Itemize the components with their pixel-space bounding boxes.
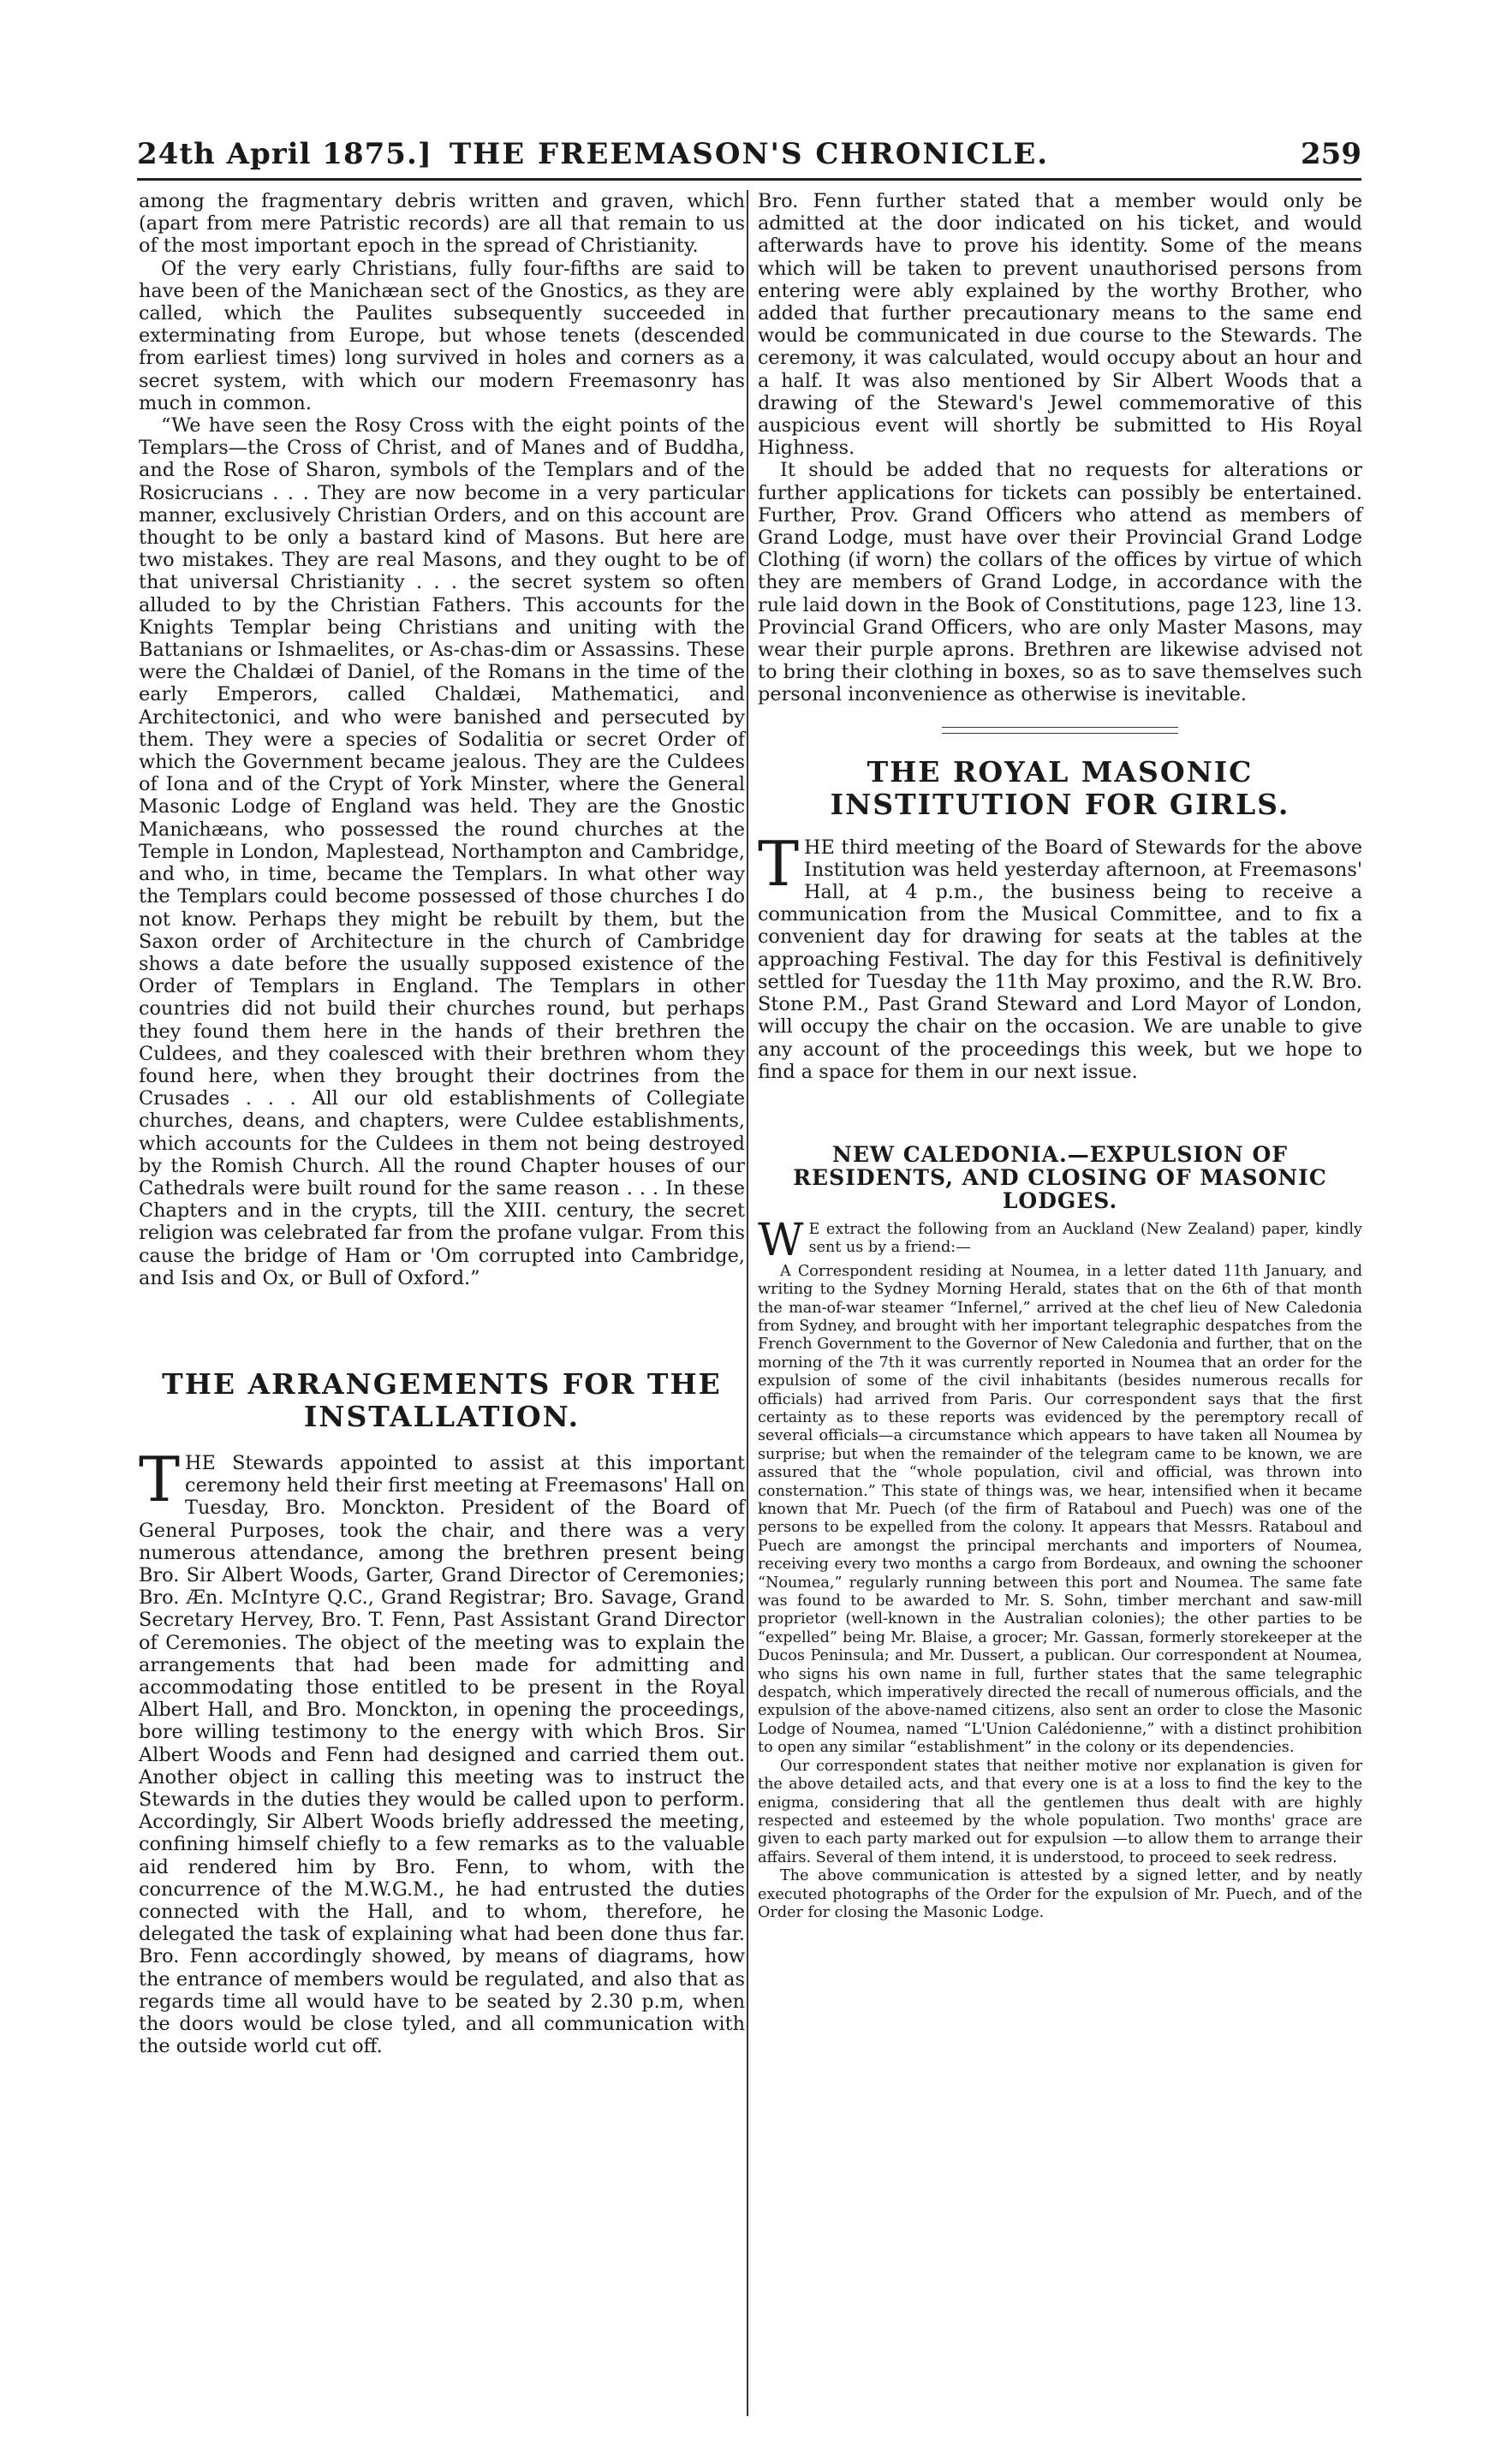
- article-paragraph: It should be added that no requests for alterations or further applications for tickets can possibly be entertained. Further, Prov. Grand Officers who attend as members of Grand Lodge, must have over their Provincial Grand Lodge Clothing (if worn) the collars of the offices by virtue of which they are members of Grand Lodge, in accordance with the rule laid down in the Book of Constitutions, page 123, line 13. Provincial Grand Officers, who are only Master Masons, may wear their purple aprons. Brethren are likewise advised not to bring their clothing in boxes, so as to save themselves such personal inconvenience as otherwise is inevitable.: [758, 459, 1362, 706]
- caledonia-intro: [758, 1214, 1362, 1266]
- girls-institution-text: HE third meeting of the Board of Stewards for the above Institution was held yesterday afternoon, at Freemasons' Hall, at 4 p.m., the business being to receive a communication from the Musical Committee, and to fix a convenient day for drawing for seats at the tables at the approaching Festival. The day for this Festival is definitively settled for Tuesday the 11th May proximo, and the R.W. Bro. Stone P.M., Past Grand Steward and Lord Mayor of London, will occupy the chair on the occasion. We are unable to give any account of the proceedings this week, but we hope to find a space for them in our next issue.: [758, 836, 1362, 1083]
- drop-cap: W: [758, 1214, 804, 1266]
- installation-paragraph: [139, 1443, 745, 2058]
- article-paragraph: among the fragmentary debris written and graven, which (apart from mere Patristic records) are all that remain to us of the most important epoch in the spread of Christianity.: [139, 190, 745, 258]
- caledonia-paragraph: Our correspondent states that neither motive nor explanation is given for the above detailed acts, and that every one is at a loss to find the key to the enigma, considering that all the gentlemen thus dealt with are highly respected and esteemed by the whole population. Two months' grace are given to each party marked out for expulsion —to allow them to arrange their affairs. Several of them intend, it is understood, to proceed to seek redress.: [758, 1757, 1362, 1866]
- section-heading-installation: THE ARRANGEMENTS FOR THE INSTALLATION.: [162, 1366, 722, 1433]
- page-number: 259: [1301, 137, 1361, 171]
- quoted-paragraph: “We have seen the Rosy Cross with the eight points of the Templars—the Cross of Christ, and of Manes and of Buddha, and the Rose of Sharon, symbols of the Templars and of the Rosicrucians . . . They are now become in a very particular manner, exclusively Christian Orders, and on this account are thought to be only a bastard kind of Masons. But here are two mistakes. They are real Masons, and they ought to be of that universal Christianity . . . the secret system so often alluded to by the Christian Fathers. This accounts for the Knights Templar being Christians and uniting with the Battanians or Ishmaelites, or As-chas-dim or Assassins. These were the Chaldæi of Daniel, of the Romans in the time of the early Emperors, called Chaldæi, Mathematici, and Architectonici, and who were banished and persecuted by them. They were a species of Sodalitia or secret Order of which the Government became jealous. They are the Culdees of Iona and of the Crypt of York Minster, where the General Masonic Lodge of England was held. They are the Gnostic Manichæans, who possessed the round churches at the Temple in London, Maplestead, Northampton and Cambridge, and who, in time, became the Templars. In what other way the Templars could become possessed of those churches I do not know. Perhaps they might be rebuilt by them, but the Saxon order of Architecture in the church of Cambridge shows a date before the usually supposed existence of the Order of Templars in England. The Templars in other countries did not build their churches round, but perhaps they found them here in the hands of their brethren the Culdees, and they coalesced with their brethren whom they found here, when they brought their doctrines from the Crusades . . . All our old establishments of Collegiate churches, deans, and chapters, were Culdee establishments, which accounts for the Culdees in them not being destroyed by the Romish Church. All the round Chapter houses of our Cathedrals were built round for the same reason . . . In these Chapters and in the crypts, till the XIII. century, the secret religion was celebrated far from the profane vulgar. From this cause the bridge of Ham or 'Om corrupted into Cambridge, and Isis and Ox, or Bull of Oxford.”: [139, 414, 745, 1289]
- header-rule: [137, 178, 1361, 181]
- publication-title: THE FREEMASON'S CHRONICLE.: [449, 137, 1050, 171]
- drop-cap: T: [758, 827, 800, 900]
- article-paragraph: Bro. Fenn further stated that a member would only be admitted at the door indicated on his ticket, and would afterwards have to prove his identity. Some of the means which will be taken to prevent unauthorised persons from entering were ably explained by the worthy Brother, who added that further precautionary means to the same end would be communicated in due course to the Stewards. The ceremony, it was calculated, would occupy about an hour and a half. It was also mentioned by Sir Albert Woods that a drawing of the Steward's Jewel commemorative of this auspicious event will shortly be submitted to His Royal Highness.: [758, 190, 1362, 460]
- installation-text: HE Stewards appointed to assist at this important ceremony held their first meeting at Freemasons' Hall on Tuesday, Bro. Monckton. President of the Board of General Purposes, took the chair, and there was a very numerous attendance, among the brethren present being Bro. Sir Albert Woods, Garter, Grand Director of Ceremonies; Bro. Æn. McIntyre Q.C., Grand Registrar; Bro. Savage, Grand Secretary Hervey, Bro. T. Fenn, Past Assistant Grand Director of Ceremonies. The object of the meeting was to explain the arrangements that had been made for admitting and accommodating those entitled to be present in the Royal Albert Hall, and Bro. Monckton, in opening the proceedings, bore willing testimony to the energy with which Bros. Sir Albert Woods and Fenn had designed and carried them out. Another object in calling this meeting was to instruct the Stewards in the duties they would be called upon to perform. Accordingly, Sir Albert Woods briefly addressed the meeting, confining himself chiefly to a few remarks as to the valuable aid rendered him by Bro. Fenn, to whom, with the concurrence of the M.W.G.M., he had entrusted the duties connected with the Hall, and to whom, therefore, he delegated the task of explaining what had been done thus far. Bro. Fenn accordingly showed, by means of diagrams, how the entrance of members would be regulated, and also that as regards time all would have to be seated by 2.30 p.m, when the doors would be close tyled, and all communication with the outside world cut off.: [139, 1451, 745, 2058]
- caledonia-paragraph: The above communication is attested by a signed letter, and by neatly executed photographs of the Order for the expulsion of Mr. Puech, and of the Order for closing the Masonic Lodge.: [758, 1867, 1362, 1921]
- article-paragraph: Of the very early Christians, fully four-fifths are said to have been of the Manichæan sect of the Gnostics, as they are called, which the Paulites subsequently succeeded in exterminating from Europe, but whose tenets (descended from earliest times) long survived in holes and corners as a secret system, with which our modern Freemasonry has much in common.: [139, 257, 745, 414]
- caledonia-paragraph: A Correspondent residing at Noumea, in a letter dated 11th January, and writing to the Sydney Morning Herald, states that on the 6th of that month the man-of-war steamer “Infernel,” arrived at the chef lieu of New Caledonia from Sydney, and brought with her important telegraphic despatches from the French Government to the Governor of New Caledonia and further, that on the morning of the 7th it was currently reported in Noumea that an order for the expulsion of some of the civil inhabitants (besides numerous recalls for officials) had arrived from Paris. Our correspondent says that the first certainty as to these reports was evidenced by the peremptory recall of several officials—a circumstance which appears to have taken all Noumea by surprise; but when the remainder of the telegram came to be known, we are assured that the “whole population, civil and official, was thrown into consternation.” This state of things was, we hear, intensified when it became known that Mr. Puech (of the firm of Rataboul and Puech) was one of the persons to be expelled from the colony. It appears that Messrs. Rataboul and Puech are amongst the principal merchants and importers of Noumea, receiving every two months a cargo from Bordeaux, and owning the schooner “Noumea,” regularly running between this port and Noumea. The same fate was found to be awarded to Mr. S. Sohn, timber merchant and saw-mill proprietor (well-known in the Australian colonies); the other parties to be “expelled” being Mr. Blaise, a grocer; Mr. Gassan, formerly storekeeper at the Ducos Peninsula; and Mr. Dussert, a publican. Our correspondent at Noumea, who signs his own name in full, further states that the same telegraphic despatch, which imperatively directed the recall of numerous officials, and the expulsion of the above-named citizens, also sent an order to close the Masonic Lodge of Noumea, named “L'Union Calédonienne,” with a distinct prohibition to open any similar “establishment” in the colony or its dependencies.: [758, 1262, 1362, 1757]
- column-divider: [747, 190, 748, 2416]
- left-column: [139, 190, 745, 2057]
- caledonia-intro-text: E extract the following from an Auckland (New Zealand) paper, kindly sent us by a friend:—: [808, 1220, 1362, 1257]
- section-rule: [942, 727, 1178, 734]
- section-heading-girls-institution: THE ROYAL MASONIC INSTITUTION FOR GIRLS.: [830, 754, 1290, 821]
- masthead: [137, 137, 1361, 175]
- girls-institution-paragraph: [758, 827, 1362, 1083]
- section-heading-new-caledonia: NEW CALEDONIA.—EXPULSION OF RESIDENTS, AND CLOSING OF MASONIC LODGES.: [793, 1141, 1327, 1213]
- right-column: [758, 190, 1362, 1922]
- drop-cap: T: [139, 1443, 181, 1515]
- issue-date: 24th April 1875.]: [137, 137, 432, 171]
